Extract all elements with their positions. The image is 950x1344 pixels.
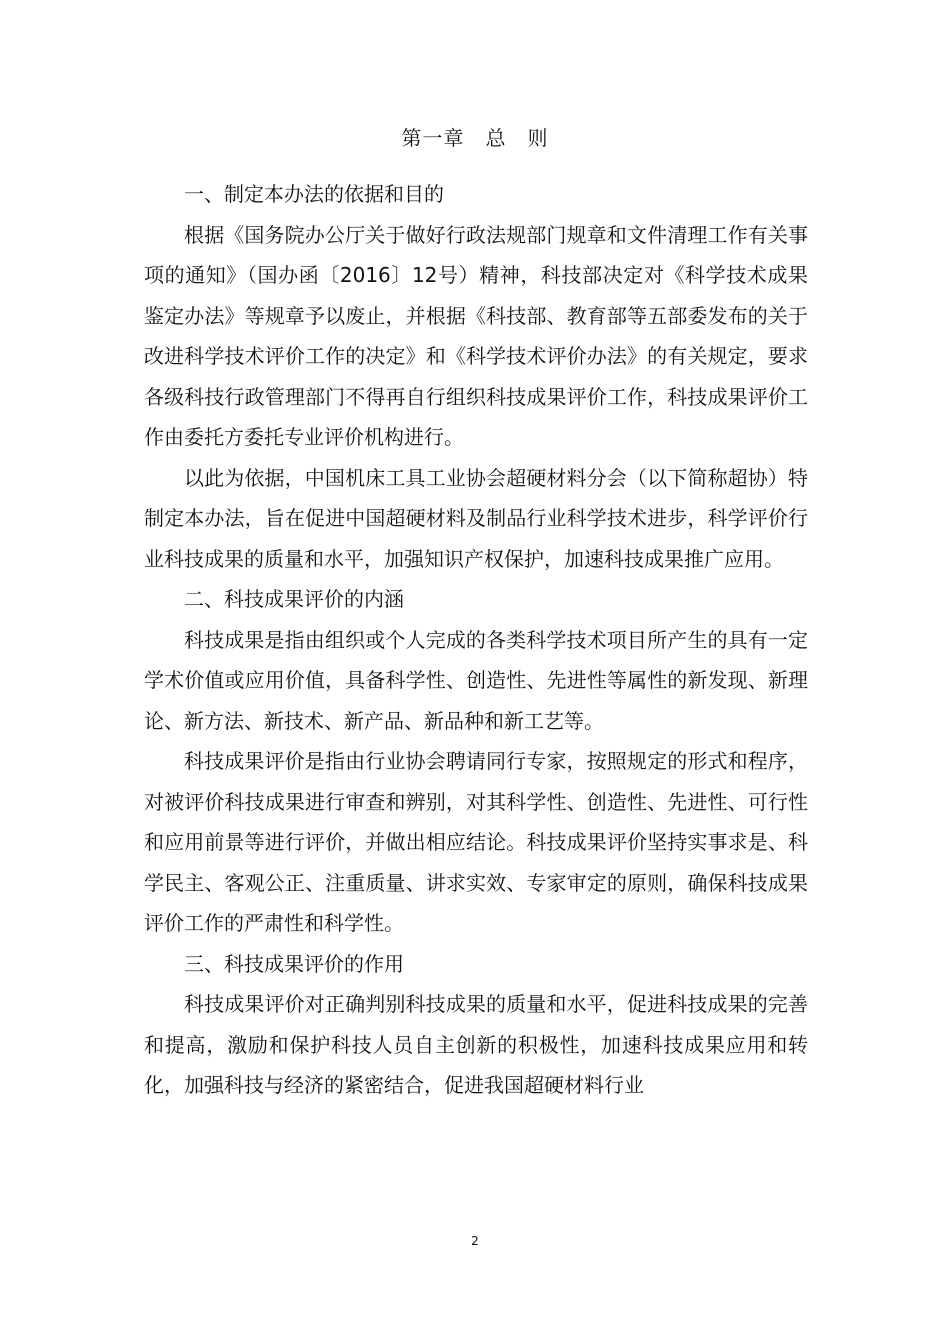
- paragraph: 科技成果评价对正确判别科技成果的质量和水平，促进科技成果的完善和提高，激励和保护科技人员自主创新的积极性，加速科技成果应用和转化，加强科技与经济的紧密结合，促进我国超硬材料行业: [144, 992, 808, 1097]
- paragraph: 以此为依据，中国机床工具工业协会超硬材料分会（以下简称超协）特制定本办法，旨在促进中国超硬材料及制品行业科学技术进步，科学评价行业科技成果的质量和水平，加强知识产权保护，加速科技成果推广应用。: [144, 465, 808, 571]
- body-text: [144, 174, 808, 1106]
- paragraph: 科技成果是指由组织或个人完成的各类科学技术项目所产生的具有一定学术价值或应用价值，具备科学性、创造性、先进性等属性的新发现、新理论、新方法、新技术、新产品、新品种和新工艺等。: [144, 627, 808, 733]
- section-heading: 一、制定本办法的依据和目的: [184, 182, 444, 206]
- page-number: 2: [471, 1234, 479, 1248]
- paragraph: 根据《国务院办公厅关于做好行政法规部门规章和文件清理工作有关事项的通知》（国办函〔2016〕12号）精神，科技部决定对《科学技术成果鉴定办法》等规章予以废止，并根据《科技部、教育部等五部委发布的关于改进科学技术评价工作的决定》和《科学技术评价办法》的有关规定，要求各级科技行政管理部门不得再自行组织科技成果评价工作，科技成果评价工作由委托方委托专业评价机构进行。: [144, 222, 808, 449]
- section-heading: 二、科技成果评价的内涵: [184, 587, 404, 611]
- paragraph: 科技成果评价是指由行业协会聘请同行专家，按照规定的形式和程序，对被评价科技成果进行审查和辨别，对其科学性、创造性、先进性、可行性和应用前景等进行评价，并做出相应结论。科技成果评价坚持实事求是、科学民主、客观公正、注重质量、讲求实效、专家审定的原则，确保科技成果评价工作的严肃性和科学性。: [144, 749, 808, 935]
- chapter-title: 第一章 总 则: [401, 126, 549, 150]
- section-heading: 三、科技成果评价的作用: [184, 951, 404, 976]
